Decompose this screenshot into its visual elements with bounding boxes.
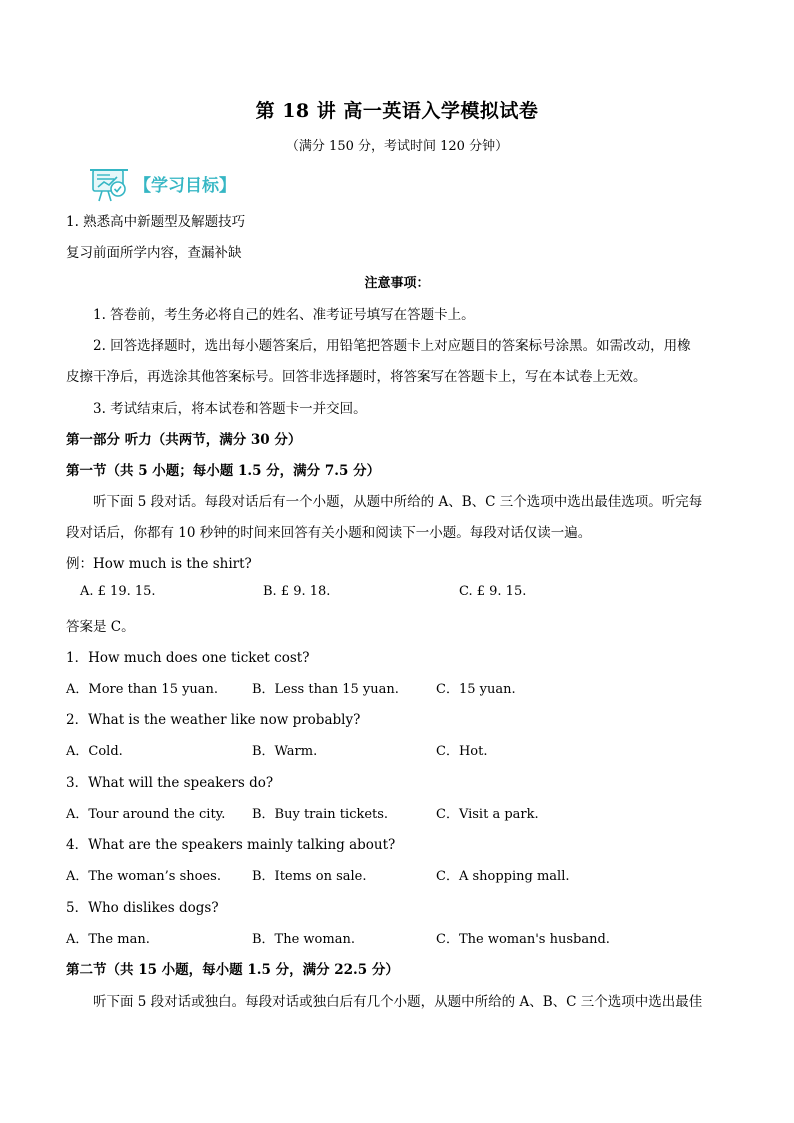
question-1-option-b: B．Less than 15 yuan.	[252, 682, 399, 697]
question-3: 3．What will the speakers do?	[66, 775, 274, 791]
question-2-option-a: A．Cold.	[66, 744, 123, 759]
question-5-option-b: B．The woman.	[252, 932, 355, 947]
section2-instructions: 听下面 5 段对话或独白。每段对话或独白后有几个小题，从题中所给的 A、B、C 三个选项中选出最佳	[93, 994, 703, 1010]
question-3-option-c: C．Visit a park.	[436, 807, 539, 822]
example-question: 例：How much is the shirt?	[66, 556, 252, 572]
section1-heading: 第一节（共 5 小题；每小题 1.5 分，满分 7.5 分）	[66, 463, 381, 479]
page-title: 第 18 讲 高一英语入学模拟试卷	[255, 100, 539, 122]
example-option-a: A. £ 19. 15.	[80, 584, 156, 599]
page-subtitle: （满分 150 分，考试时间 120 分钟）	[285, 139, 509, 154]
notes-title: 注意事项：	[364, 276, 430, 291]
question-3-option-b: B．Buy train tickets.	[252, 807, 389, 822]
question-1: 1．How much does one ticket cost?	[66, 650, 310, 666]
example-answer: 答案是 C。	[66, 619, 135, 635]
question-4: 4．What are the speakers mainly talking about?	[66, 837, 396, 853]
question-2-option-c: C．Hot.	[436, 744, 488, 759]
question-4-option-c: C．A shopping mall.	[436, 869, 570, 884]
example-option-c: C. £ 9. 15.	[459, 584, 527, 599]
question-2: 2．What is the weather like now probably?	[66, 712, 361, 728]
notes-item-1: 1. 答卷前，考生务必将自己的姓名、准考证号填写在答题卡上。	[93, 307, 475, 323]
objective-1: 1. 熟悉高中新题型及解题技巧	[66, 214, 246, 230]
notes-item-3: 3. 考试结束后，将本试卷和答题卡一并交回。	[93, 401, 367, 417]
question-2-option-b: B．Warm.	[252, 744, 318, 759]
notes-item-2-line-2: 皮擦干净后，再选涂其他答案标号。回答非选择题时，将答案写在答题卡上，写在本试卷上无效。	[66, 369, 647, 385]
question-1-option-a: A．More than 15 yuan.	[66, 682, 219, 697]
question-5: 5．Who dislikes dogs?	[66, 900, 219, 916]
part1-heading: 第一部分 听力（共两节，满分 30 分）	[66, 432, 302, 448]
example-option-b: B. £ 9. 18.	[263, 584, 331, 599]
question-5-option-a: A．The man.	[66, 932, 150, 947]
section2-heading: 第二节（共 15 小题，每小题 1.5 分，满分 22.5 分）	[66, 962, 399, 978]
question-1-option-c: C．15 yuan.	[436, 682, 516, 697]
section1-instructions-line-1: 听下面 5 段对话。每段对话后有一个小题，从题中所给的 A、B、C 三个选项中选出最佳选项。听完每	[93, 494, 703, 510]
question-5-option-c: C．The woman's husband.	[436, 932, 610, 947]
objective-2: 复习前面所学内容，查漏补缺	[66, 245, 242, 261]
section1-instructions-line-2: 段对话后，你都有 10 秒钟的时间来回答有关小题和阅读下一小题。每段对话仅读一遍。	[66, 525, 592, 541]
question-4-option-b: B．Items on sale.	[252, 869, 367, 884]
notes-item-2-line-1: 2. 回答选择题时，选出每小题答案后，用铅笔把答题卡上对应题目的答案标号涂黑。如需改动，用橡	[93, 338, 691, 354]
learning-objectives-label: 【学习目标】	[134, 176, 236, 196]
question-4-option-a: A．The woman’s shoes.	[66, 869, 221, 884]
presentation-board-icon	[90, 165, 130, 205]
question-3-option-a: A．Tour around the city.	[66, 807, 226, 822]
